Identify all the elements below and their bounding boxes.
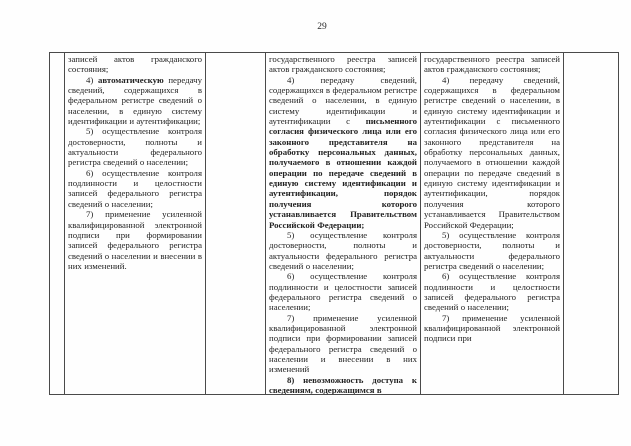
bold-text-segment: автоматическую: [97, 74, 164, 85]
paragraph: [269, 271, 417, 312]
paragraph: [68, 168, 202, 209]
empty-right-column: [564, 53, 618, 394]
paragraph: [68, 75, 202, 127]
paragraph: [269, 230, 417, 271]
bold-text-segment: 8) невозможность доступа к сведениям, содержащимся в: [269, 374, 417, 394]
paragraph: [68, 54, 202, 75]
paragraph: [424, 230, 560, 271]
text-segment: 5) осуществление контроля достоверности, полноты и актуальности федерального регистра сведений о населении;: [424, 229, 560, 271]
text-segment: государственного реестра записей актов гражданского состояния;: [424, 54, 560, 75]
page-number: 29: [317, 22, 327, 32]
paragraph: [68, 126, 202, 167]
paragraph: [269, 54, 417, 75]
text-segment: 7) применение усиленной квалифицированной электронной подписи при формировании записей федерального регистра сведений о населении и внесении в них изменений.: [68, 209, 202, 271]
text-segment: передачу сведений, содержащихся в федеральном регистре сведений о населении, в единую систему идентификации и аутентификации;: [68, 74, 202, 127]
paragraph: [269, 313, 417, 375]
text-segment: 4) передачу сведений, содержащихся в федеральном регистре сведений о населении, в единую систему идентификации и аутентификации с письменного согласия физического лица или его законного представителя на обработку персональных данных, получаемого в отношении каждой операции по передаче сведений в единую систему идентификации и аутентификации, порядок получения которого устанавливается Правительством Российской Федерации;: [424, 74, 560, 230]
text-segment: 7) применение усиленной квалифицированной электронной подписи при формировании записей федерального регистра сведений о населении и внесении в них изменений: [269, 312, 417, 375]
paragraph: [68, 209, 202, 271]
paragraph: [424, 75, 560, 230]
empty-middle-column: [206, 53, 266, 394]
paragraph: [269, 375, 417, 394]
text-segment: государственного реестра записей актов гражданского состояния;: [269, 54, 417, 75]
paragraph: [269, 75, 417, 230]
paragraph: [424, 313, 560, 344]
text-segment: записей актов гражданского состояния;: [68, 54, 202, 75]
text-segment: 6) осуществление контроля подлинности и целостности записей федерального регистра сведений о населении;: [269, 271, 417, 313]
text-column-2: [266, 53, 421, 394]
text-column-1: [65, 53, 206, 394]
text-segment: 4) передачу сведений, содержащихся в федеральном регистре сведений о населении, в единую систему идентификации и аутентификации с: [269, 74, 417, 127]
document-table: [49, 52, 619, 395]
text-segment: 6) осуществление контроля подлинности и целостности записей федерального регистра сведений о населении;: [424, 271, 560, 313]
paragraph: [424, 54, 560, 75]
paragraph: [424, 271, 560, 312]
text-segment: 5) осуществление контроля достоверности, полноты и актуальности федерального регистра сведений о населении;: [68, 126, 202, 168]
text-segment: 6) осуществление контроля подлинности и целостности записей федерального регистра сведений о населении;: [68, 167, 202, 209]
text-column-3: [421, 53, 564, 394]
text-segment: 5) осуществление контроля достоверности, полноты и актуальности федерального регистра сведений о населении;: [269, 229, 417, 271]
empty-left-column: [50, 53, 65, 394]
text-segment: 7) применение усиленной квалифицированной электронной подписи при: [424, 312, 560, 344]
text-segment: 4): [86, 74, 98, 85]
bold-text-segment: письменного согласия физического лица или его законного представителя на обработку персональных данных, получаемого в отношении каждой операции по передаче сведений в единую систему идентификации и аутентификации, порядок получения которого устанавливается Правительством Российской Федерации;: [269, 116, 417, 230]
